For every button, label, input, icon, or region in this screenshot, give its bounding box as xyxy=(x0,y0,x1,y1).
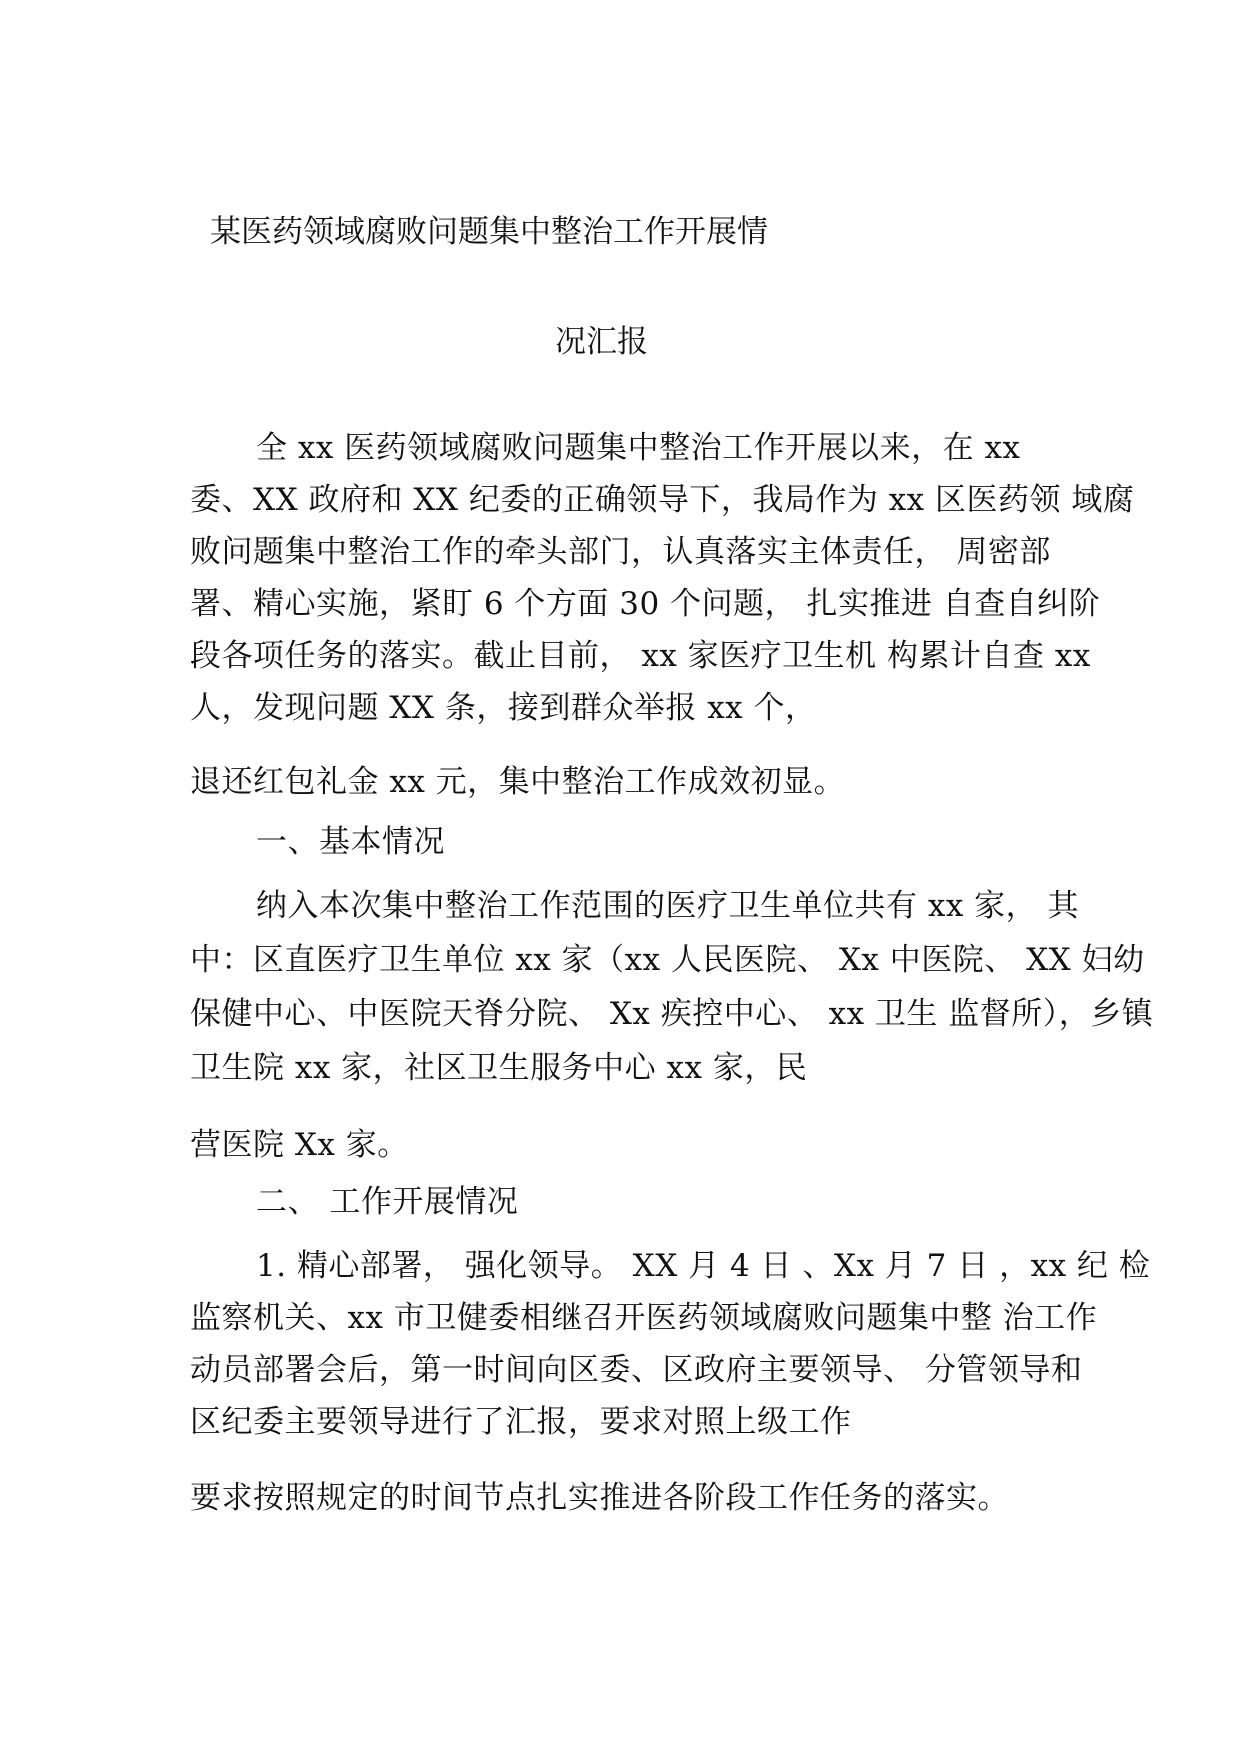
section-2-line: 区纪委主要领导进行了汇报，要求对照上级工作 xyxy=(190,1404,852,1440)
section-1-line: 保健中心、中医院天脊分院、 Xx 疾控中心、 xx 卫生 监督所），乡镇 xyxy=(190,996,1154,1032)
section-2-line: 1. 精心部署， 强化领导。 XX 月 4 日 、Xx 月 7 日 ，xx 纪 检 xyxy=(256,1248,1151,1284)
section-2-line: 动员部署会后，第一时间向区委、区政府主要领导、 分管领导和 xyxy=(190,1352,1083,1388)
document-title-line-1: 某医药领域腐败问题集中整治工作开展情 xyxy=(210,214,768,250)
section-1-heading: 一、基本情况 xyxy=(256,824,445,860)
section-1-line: 卫生院 xx 家，社区卫生服务中心 xx 家，民 xyxy=(190,1050,808,1086)
section-2-line: 监察机关、xx 市卫健委相继召开医药领域腐败问题集中整 治工作 xyxy=(190,1300,1098,1336)
section-2-line: 要求按照规定的时间节点扎实推进各阶段工作任务的落实。 xyxy=(190,1480,1009,1516)
section-1-line: 纳入本次集中整治工作范围的医疗卫生单位共有 xx 家， 其 xyxy=(256,888,1080,924)
intro-line: 委、XX 政府和 XX 纪委的正确领导下，我局作为 xx 区医药领 域腐 xyxy=(190,482,1135,518)
intro-line: 败问题集中整治工作的牵头部门，认真落实主体责任， 周密部 xyxy=(190,534,1051,570)
document-title-line-2: 况汇报 xyxy=(555,324,648,360)
intro-line: 人，发现问题 XX 条，接到群众举报 xx 个， xyxy=(190,690,817,726)
intro-line: 署、精心实施，紧盯 6 个方面 30 个问题， 扎实推进 自查自纠阶 xyxy=(190,586,1101,622)
intro-line: 全 xx 医药领域腐败问题集中整治工作开展以来，在 xx xyxy=(256,430,1021,466)
intro-line: 段各项任务的落实。截止目前， xx 家医疗卫生机 构累计自查 xx xyxy=(190,638,1091,674)
intro-line: 退还红包礼金 xx 元，集中整治工作成效初显。 xyxy=(190,764,846,800)
section-1-line: 营医院 Xx 家。 xyxy=(190,1127,409,1163)
section-2-heading: 二、 工作开展情况 xyxy=(256,1184,519,1220)
section-1-line: 中：区直医疗卫生单位 xx 家（xx 人民医院、 Xx 中医院、 XX 妇幼 xyxy=(190,942,1145,978)
